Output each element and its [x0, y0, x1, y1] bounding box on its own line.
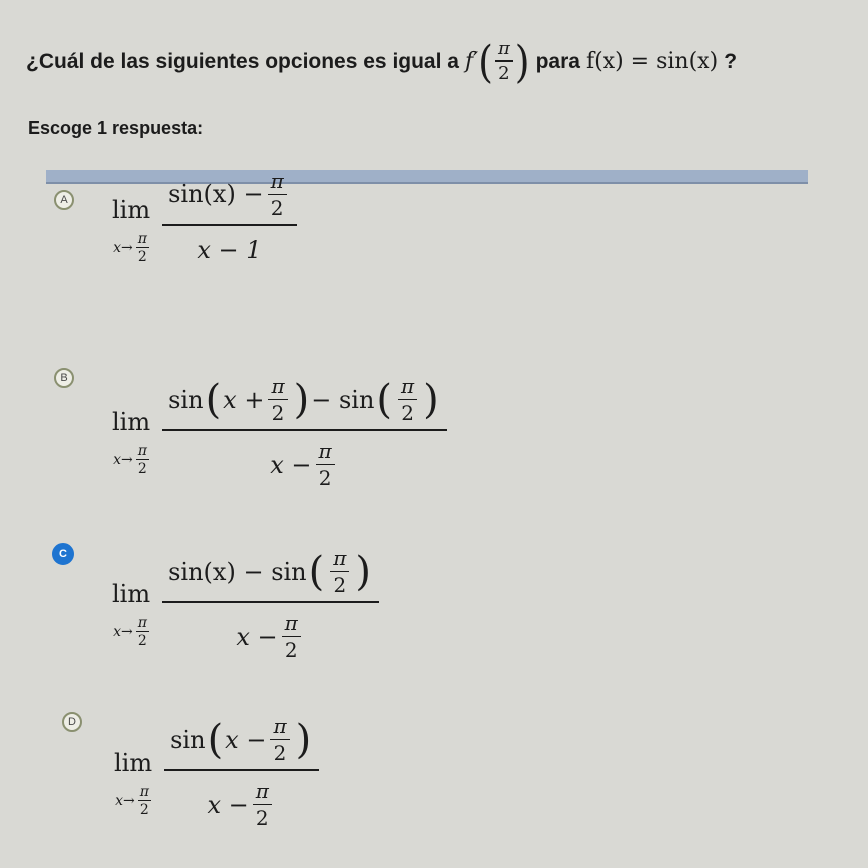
option-d-expression[interactable]: lim x→ $\frac{\pi}{2}$ sin ( x − $\frac{\pi}{2}$ ) x − $\frac{\pi}{2}$ [114, 716, 319, 828]
question-suffix: ? [724, 49, 738, 73]
option-d-radio[interactable]: D [62, 712, 82, 732]
option-a-expression[interactable]: lim x→ $\frac{\pi}{2}$ sin(x) − $\frac{\pi}{2}$ x − 1 [112, 196, 297, 264]
answer-prompt: Escoge 1 respuesta: [28, 118, 204, 138]
option-c-expression[interactable]: lim x→ $\frac{\pi}{2}$ sin(x) − sin ( $\frac{\pi}{2}$ ) x − $\frac{\pi}{2}$ [112, 548, 379, 660]
option-c-radio-selected[interactable]: C [52, 543, 74, 565]
option-b-expression[interactable]: lim x→ $\frac{\pi}{2}$ sin ( x + $\frac{\pi}{2}$ ) − sin ( $\frac{\pi}{2}$ ) x − $\frac{\pi}{2}$ [112, 376, 447, 488]
divider-bar [46, 170, 808, 184]
option-a-radio[interactable]: A [54, 190, 74, 210]
question-prefix: ¿Cuál de las siguientes opciones es igual a [26, 49, 459, 73]
question-text [26, 36, 856, 87]
option-b-radio[interactable]: B [54, 368, 74, 388]
question-para: para [535, 49, 580, 73]
question-fprime-expr: f′ ( $\frac{\pi}{2}$ ) [464, 36, 530, 87]
question-function: f(x) = sin(x) [585, 49, 719, 74]
